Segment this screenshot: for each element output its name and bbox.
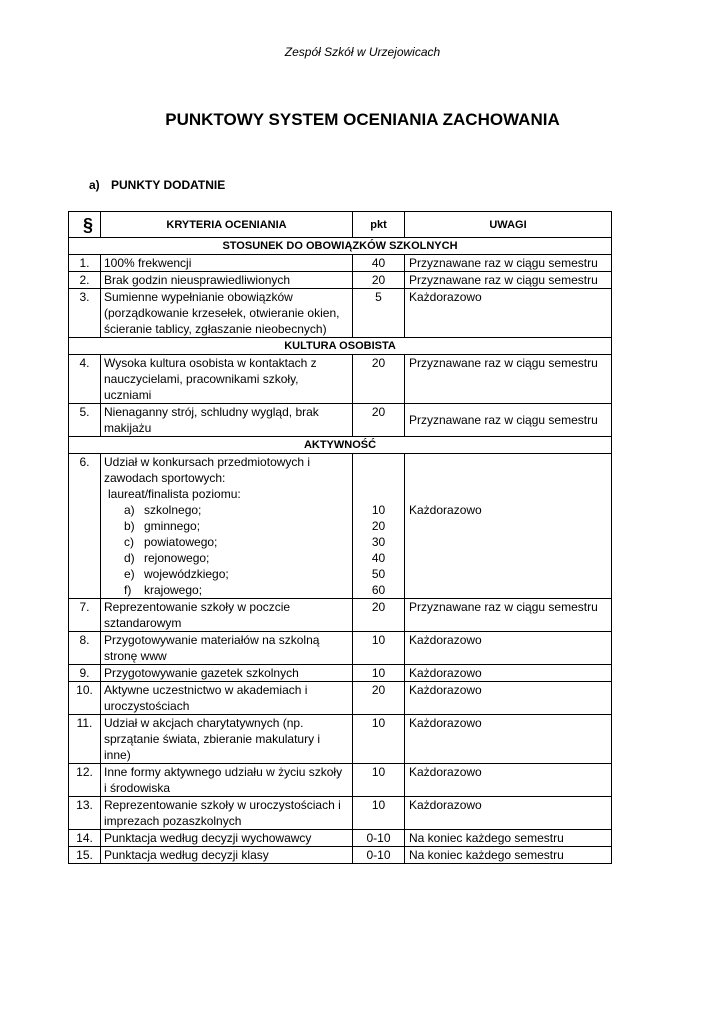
table-row bbox=[69, 847, 612, 864]
row-criteria: Przygotowywanie materiałów na szkolną stronę www bbox=[101, 632, 353, 665]
table-row bbox=[69, 599, 612, 632]
category-activity: AKTYWNOŚĆ bbox=[69, 437, 612, 454]
row-points: 10 bbox=[353, 764, 405, 797]
list-item: a) szkolnego; bbox=[124, 503, 202, 517]
table-row bbox=[69, 715, 612, 764]
grading-table bbox=[68, 211, 612, 864]
row-criteria: Reprezentowanie szkoły w poczcie sztandarowym bbox=[101, 599, 353, 632]
row-notes bbox=[405, 454, 612, 599]
row-notes: Na koniec każdego semestru bbox=[405, 830, 612, 847]
row-notes: Każdorazowo bbox=[405, 764, 612, 797]
row-notes: Każdorazowo bbox=[405, 632, 612, 665]
table-row bbox=[69, 355, 612, 404]
row-notes: Każdorazowo bbox=[405, 682, 612, 715]
row-number: 14. bbox=[69, 830, 101, 847]
row-number: 11. bbox=[69, 715, 101, 764]
row-criteria: Reprezentowanie szkoły w uroczystościach i imprezach pozaszkolnych bbox=[101, 797, 353, 830]
row-number: 2. bbox=[69, 272, 101, 289]
row-points: 20 bbox=[353, 599, 405, 632]
row-number: 9. bbox=[69, 665, 101, 682]
row-points: 20 bbox=[353, 272, 405, 289]
table-row bbox=[69, 665, 612, 682]
table-row bbox=[69, 682, 612, 715]
row-criteria: Udział w akcjach charytatywnych (np. sprzątanie świata, zbieranie makulatury i inne) bbox=[101, 715, 353, 764]
table-row bbox=[69, 289, 612, 338]
row-notes: Przyznawane raz w ciągu semestru bbox=[405, 404, 612, 437]
row-number: 5. bbox=[69, 404, 101, 437]
list-item: c) powiatowego; bbox=[124, 535, 218, 549]
header-criteria: KRYTERIA OCENIANIA bbox=[101, 212, 353, 238]
row-points: 10 bbox=[353, 632, 405, 665]
section-text: PUNKTY DODATNIE bbox=[111, 178, 226, 192]
row-points: 20 bbox=[353, 355, 405, 404]
row-notes: Przyznawane raz w ciągu semestru bbox=[405, 272, 612, 289]
row-criteria: Nienaganny strój, schludny wygląd, brak makijażu bbox=[101, 404, 353, 437]
document-header: Zespół Szkół w Urzejowicach bbox=[284, 45, 441, 59]
list-item: f) krajowego; bbox=[124, 583, 203, 597]
row-notes: Przyznawane raz w ciągu semestru bbox=[405, 599, 612, 632]
row-criteria: Inne formy aktywnego udziału w życiu szkoły i środowiska bbox=[101, 764, 353, 797]
section-heading bbox=[89, 178, 225, 192]
row-points: 10 bbox=[353, 665, 405, 682]
list-item: b) gminnego; bbox=[124, 519, 201, 533]
row-points: 20 bbox=[353, 404, 405, 437]
row-criteria: Przygotowywanie gazetek szkolnych bbox=[101, 665, 353, 682]
level-points: 20 bbox=[371, 519, 386, 533]
row-number: 1. bbox=[69, 255, 101, 272]
section-label: a) bbox=[89, 178, 100, 192]
list-item: d) rejonowego; bbox=[124, 551, 210, 565]
table-row bbox=[69, 404, 612, 437]
row-number: 8. bbox=[69, 632, 101, 665]
row-number: 15. bbox=[69, 847, 101, 864]
row-number: 4. bbox=[69, 355, 101, 404]
table-header-row bbox=[69, 212, 612, 238]
row-notes: Przyznawane raz w ciągu semestru bbox=[405, 255, 612, 272]
row-criteria: Punktacja według decyzji wychowawcy bbox=[101, 830, 353, 847]
row-number: 7. bbox=[69, 599, 101, 632]
row-points: 10 bbox=[353, 797, 405, 830]
row-number: 12. bbox=[69, 764, 101, 797]
row-points bbox=[353, 454, 405, 599]
competition-level-label: laureat/finalista poziomu: bbox=[108, 487, 241, 501]
category-row bbox=[69, 437, 612, 454]
row-points: 0-10 bbox=[353, 847, 405, 864]
competition-intro: Udział w konkursach przedmiotowych i zawodach sportowych: bbox=[104, 455, 311, 485]
row-number: 6. bbox=[69, 454, 101, 599]
row-criteria: Brak godzin nieusprawiedliwionych bbox=[101, 272, 353, 289]
row-criteria bbox=[101, 454, 353, 599]
level-points: 30 bbox=[371, 535, 386, 549]
row-criteria: Punktacja według decyzji klasy bbox=[101, 847, 353, 864]
row-criteria: 100% frekwencji bbox=[101, 255, 353, 272]
row-criteria: Aktywne uczestnictwo w akademiach i uroczystościach bbox=[101, 682, 353, 715]
level-points: 40 bbox=[371, 551, 386, 565]
header-section-symbol: § bbox=[69, 212, 101, 238]
header-notes: UWAGI bbox=[405, 212, 612, 238]
row-number: 13. bbox=[69, 797, 101, 830]
row-notes-text: Każdorazowo bbox=[409, 503, 482, 517]
row-points: 20 bbox=[353, 682, 405, 715]
table-row bbox=[69, 764, 612, 797]
level-points: 50 bbox=[371, 567, 386, 581]
table-row bbox=[69, 272, 612, 289]
level-points: 60 bbox=[371, 583, 386, 597]
category-row bbox=[69, 238, 612, 255]
table-row bbox=[69, 797, 612, 830]
header-points: pkt bbox=[353, 212, 405, 238]
row-points: 40 bbox=[353, 255, 405, 272]
competition-levels bbox=[104, 502, 347, 598]
row-notes: Każdorazowo bbox=[405, 797, 612, 830]
table-row bbox=[69, 255, 612, 272]
row-points: 5 bbox=[353, 289, 405, 338]
table-row bbox=[69, 632, 612, 665]
row-points: 10 bbox=[353, 715, 405, 764]
row-notes: Na koniec każdego semestru bbox=[405, 847, 612, 864]
category-row bbox=[69, 338, 612, 355]
row-number: 3. bbox=[69, 289, 101, 338]
document-title: PUNKTOWY SYSTEM OCENIANIA ZACHOWANIA bbox=[165, 110, 560, 129]
row-criteria: Sumienne wypełnianie obowiązków (porządkowanie krzesełek, otwieranie okien, ścieranie tablicy, zgłaszanie nieobecnych) bbox=[101, 289, 353, 338]
row-notes: Przyznawane raz w ciągu semestru bbox=[405, 355, 612, 404]
list-item: e) wojewódzkiego; bbox=[124, 567, 229, 581]
table-row bbox=[69, 830, 612, 847]
row-notes: Każdorazowo bbox=[405, 289, 612, 338]
row-criteria: Wysoka kultura osobista w kontaktach z nauczycielami, pracownikami szkoły, uczniami bbox=[101, 355, 353, 404]
row-number: 10. bbox=[69, 682, 101, 715]
row-notes: Każdorazowo bbox=[405, 715, 612, 764]
row-points: 0-10 bbox=[353, 830, 405, 847]
level-points: 10 bbox=[371, 503, 386, 517]
category-duties: STOSUNEK DO OBOWIĄZKÓW SZKOLNYCH bbox=[69, 238, 612, 255]
row-notes: Każdorazowo bbox=[405, 665, 612, 682]
category-personal-culture: KULTURA OSOBISTA bbox=[69, 338, 612, 355]
table-row bbox=[69, 454, 612, 599]
